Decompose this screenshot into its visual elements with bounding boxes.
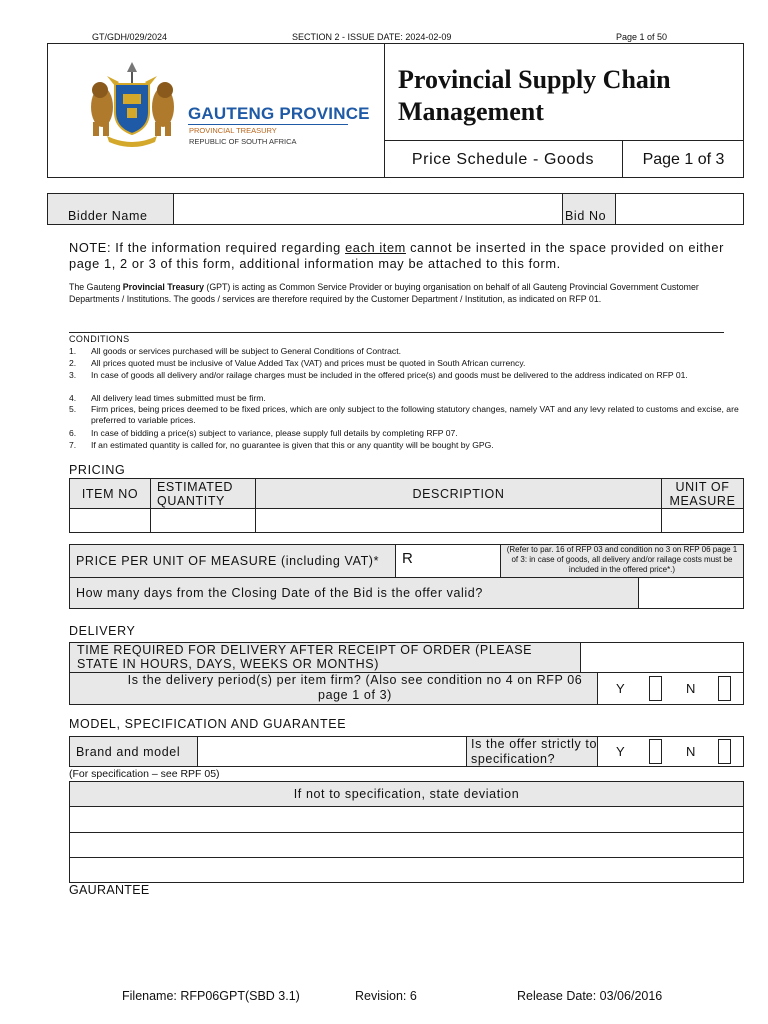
note-paragraph (69, 240, 744, 272)
quantity-cell[interactable] (150, 508, 256, 533)
document-subtitle: Price Schedule - Goods (411, 150, 595, 168)
delivery-firm-no-checkbox[interactable] (718, 676, 731, 701)
brand-model-label: Brand and model (76, 744, 181, 759)
form-page-of: Page 1 of 3 (642, 150, 725, 168)
guarantee-heading: GAURANTEE (69, 883, 150, 897)
description-cell[interactable] (255, 508, 662, 533)
intro-treasury: Provincial Treasury (122, 282, 204, 292)
strict-yes-label: Y (616, 744, 625, 759)
delivery-firm-question: Is the delivery period(s) per item firm? (Also see condition no 4 on RFP 06 page 1 of 3) (127, 673, 583, 702)
delivery-firm-yes-label: Y (616, 681, 625, 696)
price-note: (Refer to par. 16 of RFP 03 and condition no 3 on RFP 06 page 1 of 3: in case of goods, all delivery and/or railage costs must be included in the offered price*.) (506, 545, 738, 574)
intro-paragraph (69, 281, 711, 305)
doc-code: GT/GDH/029/2024 (92, 32, 168, 42)
section-issue-date: SECTION 2 - ISSUE DATE: 2024-02-09 (292, 32, 452, 42)
strict-spec-question: Is the offer strictly to specification? (471, 737, 598, 766)
price-per-unit-label: PRICE PER UNIT OF MEASURE (including VAT)* (76, 554, 380, 568)
logo-title: GAUTENG PROVINCE (188, 104, 370, 123)
delivery-time-input[interactable] (580, 642, 744, 673)
col-item-no: ITEM NO (69, 478, 151, 509)
footer-filename: Filename: RFP06GPT(SBD 3.1) (122, 989, 300, 1003)
col-estimated-quantity: ESTIMATED QUANTITY (150, 478, 256, 509)
uom-cell[interactable] (661, 508, 744, 533)
delivery-firm-no-label: N (686, 681, 696, 696)
bidder-name-label: Bidder Name (68, 209, 148, 223)
note-each-item: each item (345, 240, 406, 255)
validity-question: How many days from the Closing Date of the Bid is the offer valid? (76, 586, 483, 600)
strict-no-checkbox[interactable] (718, 739, 731, 764)
deviation-line-2[interactable] (69, 832, 744, 858)
model-heading: MODEL, SPECIFICATION AND GUARANTEE (69, 717, 347, 731)
deviation-header: If not to specification, state deviation (69, 781, 744, 807)
footer-release-date: Release Date: 03/06/2016 (517, 989, 663, 1003)
delivery-heading: DELIVERY (69, 624, 136, 638)
note-prefix: NOTE: If the information required regarding (69, 240, 346, 255)
col-unit-of-measure: UNIT OF MEASURE (661, 478, 744, 509)
delivery-firm-yes-checkbox[interactable] (649, 676, 662, 701)
note-suffix: cannot be inserted in the space provided on either page 1, 2 or 3 of this form, additional information may be attached to this form. (69, 240, 724, 271)
bid-no-label: Bid No (565, 209, 607, 223)
strict-no-label: N (686, 744, 696, 759)
delivery-time-question: TIME REQUIRED FOR DELIVERY AFTER RECEIPT OF ORDER (PLEASE STATE IN HOURS, DAYS, WEEKS OR MONTHS) (77, 643, 533, 671)
validity-days-input[interactable] (638, 577, 744, 609)
conditions-list: 1. All goods or services purchased will be subject to General Conditions of Contract. 2. All prices quoted must be inclusive of Value Added Tax (VAT) and prices must be quoted in South African currency. 3. In case of goods all delivery and/or railage charges must be included in the offered price(s) and goods must be delivered to the address indicated on RFP 01. 4. All delivery lead times submitted must be firm. 5. Firm prices, being prices deemed to be fixed prices, which are only subject to the following statutory changes, namely VAT and any levy related to customs and excise, are preferred to variable prices. 6. In case of bidding a price(s) subject to variance, please supply full details by completing RFP 07. 7. If an estimated quantity is called for, no guarantee is given that this or any quantity will be bought by GPG. (69, 346, 739, 450)
footer-revision: Revision: 6 (355, 989, 417, 1003)
deviation-line-1[interactable] (69, 806, 744, 833)
bidder-name-field[interactable] (173, 193, 563, 225)
col-description: DESCRIPTION (255, 478, 662, 509)
gauteng-coat-of-arms-logo (85, 62, 180, 152)
logo-subtitle-treasury: PROVINCIAL TREASURY (189, 126, 277, 135)
specification-note: (For specification – see RPF 05) (69, 768, 220, 780)
deviation-line-3[interactable] (69, 857, 744, 883)
logo-subtitle-country: REPUBLIC OF SOUTH AFRICA (189, 137, 297, 146)
bid-no-field[interactable] (615, 193, 744, 225)
pricing-heading: PRICING (69, 463, 126, 477)
document-title: Provincial Supply Chain Management (398, 65, 671, 126)
strict-yes-checkbox[interactable] (649, 739, 662, 764)
item-no-cell[interactable] (69, 508, 151, 533)
price-input[interactable]: R (395, 544, 501, 578)
intro-text-2: (GPT) is acting as Common Service Provider or buying organisation on behalf of all Gauteng Provincial Government Customer Departments / Institutions. The goods / services are therefore required by the Customer Department / Institution, as indicated on RFP 01. (69, 282, 699, 304)
page-number: Page 1 of 50 (616, 32, 668, 42)
conditions-heading: CONDITIONS (69, 334, 130, 344)
brand-model-input[interactable] (197, 736, 467, 767)
intro-text-1: The Gauteng (69, 282, 123, 292)
